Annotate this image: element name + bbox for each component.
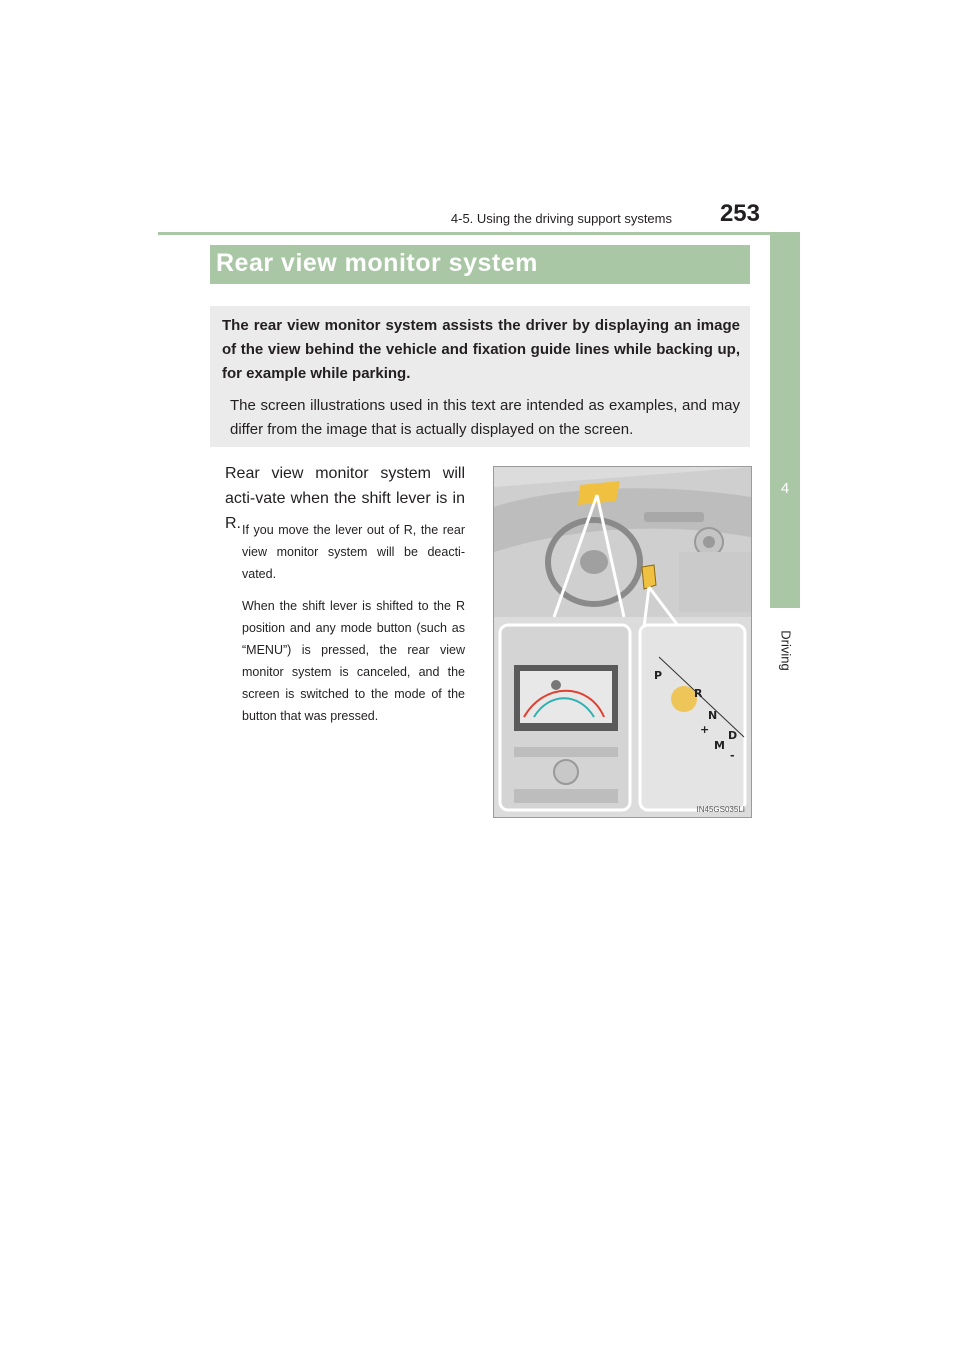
shift-label: R [694,687,703,700]
chapter-label-text: Driving [778,630,794,671]
section-title-bar [210,245,750,284]
shift-label: D [728,729,738,742]
chapter-tab [770,235,800,608]
chapter-number: 4 [780,480,790,497]
header-section-title: 4-5. Using the driving support systems [450,211,672,226]
intro-lead: The rear view monitor system assists the driver by displaying an image of the view behind the vehicle and fixation guide lines while backing up, for example while parking. [222,317,740,382]
chapter-label [776,621,794,681]
body-note-1: If you move the lever out of R, the rear view monitor system will be deacti-vated. [242,523,465,581]
section-title: Rear view monitor system [216,249,538,277]
shift-label: M [714,739,725,752]
dashboard-illustration [494,467,751,817]
header-rule [158,232,800,235]
shift-label: P [654,669,663,682]
shift-label: - [730,749,735,762]
body-note-2: When the shift lever is shifted to the R position and any mode button (such as “MENU”) is pressed, the rear view monitor system is canceled, and the screen is switched to the mode of the button that was pressed. [242,599,465,723]
intro-note: The screen illustrations used in this text are intended as examples, and may differ from the image that is actually displayed on the screen. [230,397,740,438]
figure-code: IN45GS035LI [696,805,745,814]
body-main-text: Rear view monitor system will acti-vate when the shift lever is in R. [225,465,465,532]
intro-box [210,306,750,447]
shift-label: N [708,709,718,722]
illustration [493,466,752,818]
shift-label: + [700,723,710,736]
page-number: 253 [719,200,760,227]
